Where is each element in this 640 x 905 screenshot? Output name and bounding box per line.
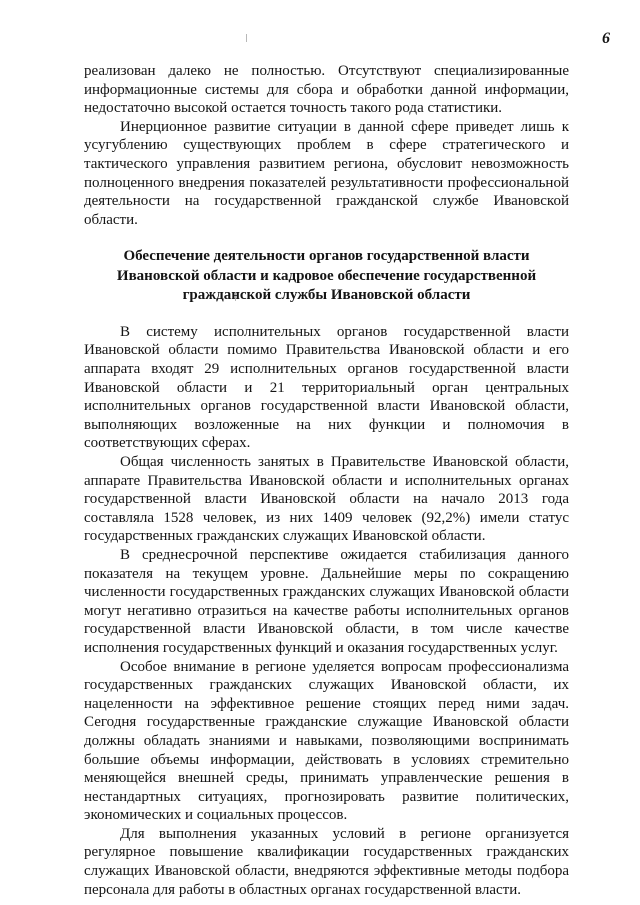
page-number: 6 [602,30,610,47]
intro-paragraph-1: реализован далеко не полностью. Отсутствуют специализированные информационные системы для сбора и обработки данной информации, недостаточно высокой остается точность такого рода статистики. [84,63,569,117]
section-paragraph-3: В среднесрочной перспективе ожидается стабилизация данного показателя на текущем уровне. Дальнейшие меры по сокращению численности государственных гражданских служащих Ивановской области могут негативно отразиться на качестве работы исполнительных органов государственной власти Ивановской области, в том числе качестве исполнения государственных функций и оказания государственных услуг. [84,546,569,656]
section-heading: Обеспечение деятельности органов государственной власти Ивановской области и кадровое обеспечение государственной гражданской службы Ивановской области [116,248,537,304]
section-paragraph-1: В систему исполнительных органов государственной власти Ивановской области помимо Правительства Ивановской области и его аппарата входят 29 исполнительных органов государственной власти Ивановской области и 21 территориальный орган центральных исполнительных органов государственной власти Ивановской области, выполняющих возложенные на них функции и полномочия в соответствующих сферах. [84,323,569,452]
section-paragraph-4: Особое внимание в регионе уделяется вопросам профессионализма государственных гражданских служащих Ивановской области, их нацеленности на эффективное решение стоящих перед ними задач. Сегодня государственные гражданские служащие Ивановской области должны обладать знаниями и навыками, позволяющими воспринимать большие объемы информации, действовать в условиях стремительно меняющейся внешней среды, принимать управленческие решения в нестандартных ситуациях, прогнозировать развитие политических, экономических и социальных процессов. [84,658,569,824]
document-body [84,62,569,899]
scan-mark-top [246,34,247,42]
intro-paragraph-2: Инерционное развитие ситуации в данной сфере приведет лишь к усугублению существующих проблем в сфере стратегического и тактического управления развитием региона, обусловит невозможность полноценного внедрения показателей результативности профессиональной деятельности на государственной гражданской службе Ивановской области. [84,118,569,228]
section-paragraph-5: Для выполнения указанных условий в регионе организуется регулярное повышение квалификации государственных гражданских служащих Ивановской области, внедряются эффективные методы подбора персонала для работы в областных органах государственной власти. [84,825,569,898]
section-paragraph-2: Общая численность занятых в Правительстве Ивановской области, аппарате Правительства Ивановской области и исполнительных органах государственной власти Ивановской области на начало 2013 года составляла 1528 человек, из них 1409 человек (92,2%) имели статус государственных гражданских служащих Ивановской области. [84,454,569,545]
